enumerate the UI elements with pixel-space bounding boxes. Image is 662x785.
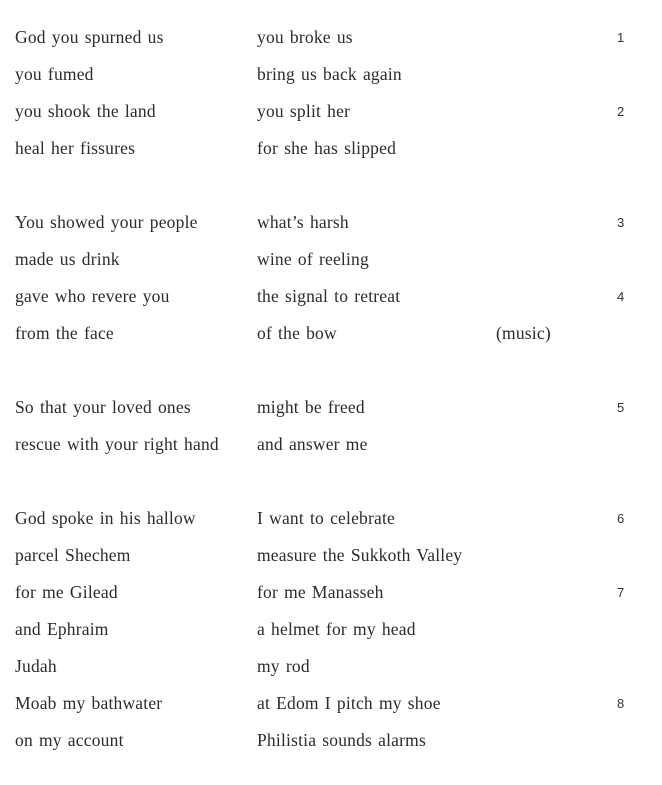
poem-line <box>0 537 662 574</box>
poem-line <box>0 648 662 685</box>
hemistich-left: God spoke in his hallow <box>15 508 196 528</box>
hemistich-left: made us drink <box>15 249 120 269</box>
hemistich-left: for me Gilead <box>15 582 118 602</box>
hemistich-right: I want to celebrate <box>257 508 396 528</box>
poem-line <box>0 574 662 611</box>
hemistich-right: Philistia sounds alarms <box>257 730 426 750</box>
hemistich-right: for she has slipped <box>257 138 397 158</box>
hemistich-left: heal her fissures <box>15 138 136 158</box>
poem-line <box>0 204 662 241</box>
verse-number: 3 <box>617 215 625 230</box>
hemistich-left: gave who revere you <box>15 286 170 306</box>
hemistich-left: from the face <box>15 323 114 343</box>
verse-number: 2 <box>617 104 625 119</box>
poem-line <box>0 278 662 315</box>
poem-line <box>0 93 662 130</box>
hemistich-right: of the bow <box>257 323 337 343</box>
stanza <box>0 19 662 167</box>
hemistich-right: the signal to retreat <box>257 286 401 306</box>
hemistich-left: and Ephraim <box>15 619 109 639</box>
poem-line <box>0 500 662 537</box>
hemistich-right: might be freed <box>257 397 365 417</box>
hemistich-right: for me Manasseh <box>257 582 384 602</box>
hemistich-left: God you spurned us <box>15 27 164 47</box>
hemistich-left: So that your loved ones <box>15 397 191 417</box>
poem-line <box>0 56 662 93</box>
stanza <box>0 389 662 463</box>
hemistich-right: you split her <box>257 101 351 121</box>
hemistich-right: a helmet for my head <box>257 619 416 639</box>
stanza <box>0 500 662 759</box>
hemistich-right: you broke us <box>257 27 353 47</box>
hemistich-left: You showed your people <box>15 212 198 232</box>
hemistich-right: what’s harsh <box>257 212 349 232</box>
verse-number: 1 <box>617 30 625 45</box>
poem-line <box>0 426 662 463</box>
verse-number: 5 <box>617 400 625 415</box>
poem-line <box>0 611 662 648</box>
hemistich-right: at Edom I pitch my shoe <box>257 693 441 713</box>
hemistich-left: Moab my bathwater <box>15 693 163 713</box>
hemistich-left: you shook the land <box>15 101 156 121</box>
hemistich-left: parcel Shechem <box>15 545 131 565</box>
poem-line <box>0 19 662 56</box>
verse-number: 7 <box>617 585 625 600</box>
verse-number: 8 <box>617 696 625 711</box>
hemistich-left: Judah <box>15 656 57 676</box>
verse-number: 4 <box>617 289 625 304</box>
poem-line <box>0 130 662 167</box>
stanza <box>0 204 662 352</box>
hemistich-left: on my account <box>15 730 124 750</box>
poem-line <box>0 685 662 722</box>
hemistich-right: wine of reeling <box>257 249 369 269</box>
poem-line <box>0 241 662 278</box>
hemistich-right: bring us back again <box>257 64 402 84</box>
poem-line <box>0 389 662 426</box>
hemistich-right: my rod <box>257 656 310 676</box>
hemistich-right: and answer me <box>257 434 368 454</box>
hemistich-right: measure the Sukkoth Valley <box>257 545 463 565</box>
verse-number: 6 <box>617 511 625 526</box>
hemistich-left: you fumed <box>15 64 94 84</box>
poem-line <box>0 315 662 352</box>
hemistich-left: rescue with your right hand <box>15 434 219 454</box>
poem-line <box>0 722 662 759</box>
music-annotation: (music) <box>496 323 551 343</box>
